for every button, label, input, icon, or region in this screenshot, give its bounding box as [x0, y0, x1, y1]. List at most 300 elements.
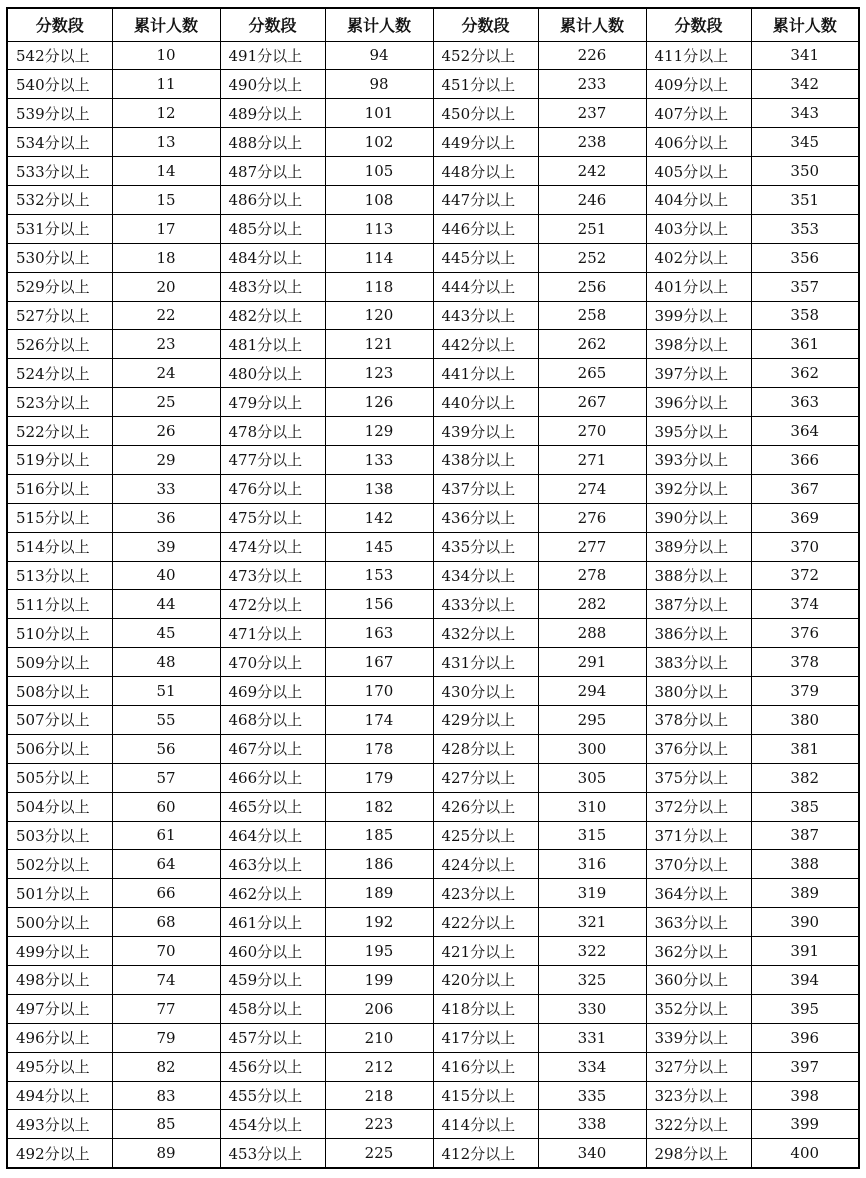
- cumulative-count-cell: 294: [538, 677, 646, 706]
- score-segment-cell: 533分以上: [7, 157, 112, 186]
- cumulative-count-cell: 133: [325, 445, 433, 474]
- score-segment-cell: 515分以上: [7, 503, 112, 532]
- score-segment-cell: 510分以上: [7, 619, 112, 648]
- score-segment-cell: 339分以上: [646, 1023, 751, 1052]
- cumulative-count-cell: 369: [751, 503, 859, 532]
- cumulative-count-cell: 389: [751, 879, 859, 908]
- cumulative-count-cell: 74: [112, 966, 220, 995]
- table-body: [7, 41, 859, 1168]
- score-segment-cell: 492分以上: [7, 1139, 112, 1168]
- table-row: [7, 879, 859, 908]
- cumulative-count-cell: 33: [112, 474, 220, 503]
- cumulative-count-cell: 29: [112, 445, 220, 474]
- table-row: [7, 1052, 859, 1081]
- header-cumulative-count: 累计人数: [538, 8, 646, 41]
- cumulative-count-cell: 186: [325, 850, 433, 879]
- score-segment-cell: 509分以上: [7, 648, 112, 677]
- table-row: [7, 388, 859, 417]
- cumulative-count-cell: 340: [538, 1139, 646, 1168]
- score-segment-cell: 445分以上: [433, 243, 538, 272]
- table-row: [7, 70, 859, 99]
- score-segment-cell: 431分以上: [433, 648, 538, 677]
- cumulative-count-cell: 79: [112, 1023, 220, 1052]
- cumulative-count-cell: 391: [751, 937, 859, 966]
- score-segment-cell: 467分以上: [220, 734, 325, 763]
- cumulative-count-cell: 60: [112, 792, 220, 821]
- table-row: [7, 243, 859, 272]
- score-distribution-table: [6, 7, 860, 1169]
- cumulative-count-cell: 399: [751, 1110, 859, 1139]
- score-segment-cell: 352分以上: [646, 994, 751, 1023]
- cumulative-count-cell: 265: [538, 359, 646, 388]
- score-segment-cell: 395分以上: [646, 417, 751, 446]
- score-segment-cell: 480分以上: [220, 359, 325, 388]
- score-segment-cell: 409分以上: [646, 70, 751, 99]
- cumulative-count-cell: 156: [325, 590, 433, 619]
- score-segment-cell: 403分以上: [646, 214, 751, 243]
- score-segment-cell: 519分以上: [7, 445, 112, 474]
- cumulative-count-cell: 56: [112, 734, 220, 763]
- score-segment-cell: 388分以上: [646, 561, 751, 590]
- score-segment-cell: 458分以上: [220, 994, 325, 1023]
- cumulative-count-cell: 362: [751, 359, 859, 388]
- score-segment-cell: 472分以上: [220, 590, 325, 619]
- score-segment-cell: 486分以上: [220, 185, 325, 214]
- cumulative-count-cell: 26: [112, 417, 220, 446]
- cumulative-count-cell: 238: [538, 128, 646, 157]
- cumulative-count-cell: 342: [751, 70, 859, 99]
- table-row: [7, 937, 859, 966]
- table-row: [7, 792, 859, 821]
- cumulative-count-cell: 278: [538, 561, 646, 590]
- score-segment-cell: 427分以上: [433, 763, 538, 792]
- score-segment-cell: 508分以上: [7, 677, 112, 706]
- cumulative-count-cell: 57: [112, 763, 220, 792]
- cumulative-count-cell: 195: [325, 937, 433, 966]
- score-segment-cell: 513分以上: [7, 561, 112, 590]
- cumulative-count-cell: 363: [751, 388, 859, 417]
- score-segment-cell: 532分以上: [7, 185, 112, 214]
- score-segment-cell: 418分以上: [433, 994, 538, 1023]
- score-segment-cell: 471分以上: [220, 619, 325, 648]
- cumulative-count-cell: 64: [112, 850, 220, 879]
- score-segment-cell: 457分以上: [220, 1023, 325, 1052]
- score-segment-cell: 473分以上: [220, 561, 325, 590]
- cumulative-count-cell: 206: [325, 994, 433, 1023]
- cumulative-count-cell: 379: [751, 677, 859, 706]
- header-cumulative-count: 累计人数: [112, 8, 220, 41]
- score-segment-cell: 371分以上: [646, 821, 751, 850]
- score-segment-cell: 322分以上: [646, 1110, 751, 1139]
- table-header: [7, 8, 859, 41]
- cumulative-count-cell: 36: [112, 503, 220, 532]
- score-segment-cell: 370分以上: [646, 850, 751, 879]
- cumulative-count-cell: 40: [112, 561, 220, 590]
- score-segment-cell: 469分以上: [220, 677, 325, 706]
- cumulative-count-cell: 14: [112, 157, 220, 186]
- score-segment-cell: 389分以上: [646, 532, 751, 561]
- cumulative-count-cell: 142: [325, 503, 433, 532]
- cumulative-count-cell: 61: [112, 821, 220, 850]
- cumulative-count-cell: 351: [751, 185, 859, 214]
- cumulative-count-cell: 114: [325, 243, 433, 272]
- cumulative-count-cell: 233: [538, 70, 646, 99]
- score-segment-cell: 481分以上: [220, 330, 325, 359]
- score-segment-cell: 443分以上: [433, 301, 538, 330]
- table-row: [7, 1139, 859, 1168]
- score-segment-cell: 438分以上: [433, 445, 538, 474]
- score-segment-cell: 540分以上: [7, 70, 112, 99]
- score-segment-cell: 415分以上: [433, 1081, 538, 1110]
- score-segment-cell: 433分以上: [433, 590, 538, 619]
- score-segment-cell: 474分以上: [220, 532, 325, 561]
- score-segment-cell: 529分以上: [7, 272, 112, 301]
- table-row: [7, 705, 859, 734]
- cumulative-count-cell: 390: [751, 908, 859, 937]
- score-segment-cell: 417分以上: [433, 1023, 538, 1052]
- cumulative-count-cell: 123: [325, 359, 433, 388]
- cumulative-count-cell: 343: [751, 99, 859, 128]
- cumulative-count-cell: 341: [751, 41, 859, 70]
- score-segment-cell: 386分以上: [646, 619, 751, 648]
- score-segment-cell: 464分以上: [220, 821, 325, 850]
- score-segment-cell: 454分以上: [220, 1110, 325, 1139]
- table-row: [7, 590, 859, 619]
- cumulative-count-cell: 192: [325, 908, 433, 937]
- score-segment-cell: 501分以上: [7, 879, 112, 908]
- cumulative-count-cell: 331: [538, 1023, 646, 1052]
- score-segment-cell: 502分以上: [7, 850, 112, 879]
- score-segment-cell: 360分以上: [646, 966, 751, 995]
- cumulative-count-cell: 89: [112, 1139, 220, 1168]
- cumulative-count-cell: 385: [751, 792, 859, 821]
- cumulative-count-cell: 105: [325, 157, 433, 186]
- score-segment-cell: 485分以上: [220, 214, 325, 243]
- score-segment-cell: 516分以上: [7, 474, 112, 503]
- score-segment-cell: 364分以上: [646, 879, 751, 908]
- cumulative-count-cell: 282: [538, 590, 646, 619]
- score-segment-cell: 323分以上: [646, 1081, 751, 1110]
- cumulative-count-cell: 98: [325, 70, 433, 99]
- cumulative-count-cell: 170: [325, 677, 433, 706]
- score-segment-cell: 421分以上: [433, 937, 538, 966]
- score-segment-cell: 390分以上: [646, 503, 751, 532]
- score-segment-cell: 489分以上: [220, 99, 325, 128]
- cumulative-count-cell: 15: [112, 185, 220, 214]
- score-segment-cell: 441分以上: [433, 359, 538, 388]
- cumulative-count-cell: 288: [538, 619, 646, 648]
- table-row: [7, 272, 859, 301]
- cumulative-count-cell: 356: [751, 243, 859, 272]
- cumulative-count-cell: 335: [538, 1081, 646, 1110]
- cumulative-count-cell: 237: [538, 99, 646, 128]
- cumulative-count-cell: 305: [538, 763, 646, 792]
- score-segment-cell: 539分以上: [7, 99, 112, 128]
- cumulative-count-cell: 364: [751, 417, 859, 446]
- header-score-segment: 分数段: [220, 8, 325, 41]
- cumulative-count-cell: 77: [112, 994, 220, 1023]
- score-segment-cell: 462分以上: [220, 879, 325, 908]
- cumulative-count-cell: 212: [325, 1052, 433, 1081]
- score-segment-cell: 487分以上: [220, 157, 325, 186]
- cumulative-count-cell: 276: [538, 503, 646, 532]
- cumulative-count-cell: 113: [325, 214, 433, 243]
- cumulative-count-cell: 44: [112, 590, 220, 619]
- table-row: [7, 763, 859, 792]
- score-segment-cell: 439分以上: [433, 417, 538, 446]
- score-segment-cell: 465分以上: [220, 792, 325, 821]
- cumulative-count-cell: 271: [538, 445, 646, 474]
- table-row: [7, 561, 859, 590]
- score-segment-cell: 412分以上: [433, 1139, 538, 1168]
- score-segment-cell: 432分以上: [433, 619, 538, 648]
- cumulative-count-cell: 395: [751, 994, 859, 1023]
- cumulative-count-cell: 246: [538, 185, 646, 214]
- score-segment-cell: 488分以上: [220, 128, 325, 157]
- score-segment-cell: 422分以上: [433, 908, 538, 937]
- cumulative-count-cell: 66: [112, 879, 220, 908]
- cumulative-count-cell: 378: [751, 648, 859, 677]
- table-row: [7, 619, 859, 648]
- cumulative-count-cell: 277: [538, 532, 646, 561]
- cumulative-count-cell: 179: [325, 763, 433, 792]
- score-segment-cell: 503分以上: [7, 821, 112, 850]
- cumulative-count-cell: 358: [751, 301, 859, 330]
- cumulative-count-cell: 11: [112, 70, 220, 99]
- cumulative-count-cell: 338: [538, 1110, 646, 1139]
- cumulative-count-cell: 252: [538, 243, 646, 272]
- cumulative-count-cell: 178: [325, 734, 433, 763]
- cumulative-count-cell: 51: [112, 677, 220, 706]
- score-segment-cell: 470分以上: [220, 648, 325, 677]
- score-segment-cell: 448分以上: [433, 157, 538, 186]
- score-segment-cell: 461分以上: [220, 908, 325, 937]
- cumulative-count-cell: 48: [112, 648, 220, 677]
- score-segment-cell: 327分以上: [646, 1052, 751, 1081]
- score-segment-cell: 491分以上: [220, 41, 325, 70]
- cumulative-count-cell: 367: [751, 474, 859, 503]
- cumulative-count-cell: 39: [112, 532, 220, 561]
- score-segment-cell: 380分以上: [646, 677, 751, 706]
- cumulative-count-cell: 12: [112, 99, 220, 128]
- table-row: [7, 128, 859, 157]
- score-segment-cell: 506分以上: [7, 734, 112, 763]
- cumulative-count-cell: 167: [325, 648, 433, 677]
- score-segment-cell: 498分以上: [7, 966, 112, 995]
- cumulative-count-cell: 223: [325, 1110, 433, 1139]
- table-row: [7, 41, 859, 70]
- table-row: [7, 1023, 859, 1052]
- cumulative-count-cell: 68: [112, 908, 220, 937]
- cumulative-count-cell: 366: [751, 445, 859, 474]
- table-row: [7, 994, 859, 1023]
- cumulative-count-cell: 102: [325, 128, 433, 157]
- score-segment-cell: 398分以上: [646, 330, 751, 359]
- score-segment-cell: 451分以上: [433, 70, 538, 99]
- score-segment-cell: 455分以上: [220, 1081, 325, 1110]
- cumulative-count-cell: 316: [538, 850, 646, 879]
- cumulative-count-cell: 242: [538, 157, 646, 186]
- cumulative-count-cell: 380: [751, 705, 859, 734]
- score-segment-cell: 477分以上: [220, 445, 325, 474]
- score-segment-cell: 447分以上: [433, 185, 538, 214]
- score-segment-cell: 524分以上: [7, 359, 112, 388]
- cumulative-count-cell: 398: [751, 1081, 859, 1110]
- cumulative-count-cell: 274: [538, 474, 646, 503]
- score-segment-cell: 483分以上: [220, 272, 325, 301]
- cumulative-count-cell: 225: [325, 1139, 433, 1168]
- score-segment-cell: 392分以上: [646, 474, 751, 503]
- cumulative-count-cell: 353: [751, 214, 859, 243]
- cumulative-count-cell: 25: [112, 388, 220, 417]
- cumulative-count-cell: 321: [538, 908, 646, 937]
- cumulative-count-cell: 295: [538, 705, 646, 734]
- score-segment-cell: 456分以上: [220, 1052, 325, 1081]
- cumulative-count-cell: 322: [538, 937, 646, 966]
- cumulative-count-cell: 120: [325, 301, 433, 330]
- score-segment-cell: 511分以上: [7, 590, 112, 619]
- score-segment-cell: 399分以上: [646, 301, 751, 330]
- cumulative-count-cell: 258: [538, 301, 646, 330]
- cumulative-count-cell: 129: [325, 417, 433, 446]
- score-segment-cell: 396分以上: [646, 388, 751, 417]
- score-segment-cell: 436分以上: [433, 503, 538, 532]
- score-segment-cell: 378分以上: [646, 705, 751, 734]
- score-segment-cell: 499分以上: [7, 937, 112, 966]
- score-segment-cell: 393分以上: [646, 445, 751, 474]
- score-segment-cell: 493分以上: [7, 1110, 112, 1139]
- score-segment-cell: 401分以上: [646, 272, 751, 301]
- cumulative-count-cell: 226: [538, 41, 646, 70]
- table-row: [7, 359, 859, 388]
- score-segment-cell: 372分以上: [646, 792, 751, 821]
- cumulative-count-cell: 18: [112, 243, 220, 272]
- cumulative-count-cell: 121: [325, 330, 433, 359]
- score-segment-cell: 496分以上: [7, 1023, 112, 1052]
- table-row: [7, 417, 859, 446]
- cumulative-count-cell: 55: [112, 705, 220, 734]
- score-segment-cell: 424分以上: [433, 850, 538, 879]
- table-row: [7, 821, 859, 850]
- score-segment-cell: 397分以上: [646, 359, 751, 388]
- cumulative-count-cell: 330: [538, 994, 646, 1023]
- cumulative-count-cell: 45: [112, 619, 220, 648]
- cumulative-count-cell: 145: [325, 532, 433, 561]
- table-row: [7, 1110, 859, 1139]
- cumulative-count-cell: 315: [538, 821, 646, 850]
- header-cumulative-count: 累计人数: [751, 8, 859, 41]
- score-segment-cell: 534分以上: [7, 128, 112, 157]
- cumulative-count-cell: 382: [751, 763, 859, 792]
- cumulative-count-cell: 101: [325, 99, 433, 128]
- score-segment-cell: 466分以上: [220, 763, 325, 792]
- score-segment-cell: 426分以上: [433, 792, 538, 821]
- cumulative-count-cell: 210: [325, 1023, 433, 1052]
- cumulative-count-cell: 118: [325, 272, 433, 301]
- cumulative-count-cell: 394: [751, 966, 859, 995]
- score-segment-cell: 460分以上: [220, 937, 325, 966]
- table-row: [7, 157, 859, 186]
- score-segment-cell: 531分以上: [7, 214, 112, 243]
- score-segment-cell: 298分以上: [646, 1139, 751, 1168]
- cumulative-count-cell: 163: [325, 619, 433, 648]
- score-segment-cell: 420分以上: [433, 966, 538, 995]
- score-segment-cell: 362分以上: [646, 937, 751, 966]
- score-segment-cell: 407分以上: [646, 99, 751, 128]
- score-segment-cell: 514分以上: [7, 532, 112, 561]
- cumulative-count-cell: 138: [325, 474, 433, 503]
- score-segment-cell: 484分以上: [220, 243, 325, 272]
- score-segment-cell: 523分以上: [7, 388, 112, 417]
- score-segment-cell: 530分以上: [7, 243, 112, 272]
- cumulative-count-cell: 174: [325, 705, 433, 734]
- header-cumulative-count: 累计人数: [325, 8, 433, 41]
- cumulative-count-cell: 256: [538, 272, 646, 301]
- score-segment-cell: 463分以上: [220, 850, 325, 879]
- score-segment-cell: 482分以上: [220, 301, 325, 330]
- cumulative-count-cell: 182: [325, 792, 433, 821]
- score-segment-cell: 475分以上: [220, 503, 325, 532]
- cumulative-count-cell: 267: [538, 388, 646, 417]
- score-segment-cell: 490分以上: [220, 70, 325, 99]
- score-segment-cell: 522分以上: [7, 417, 112, 446]
- score-segment-cell: 468分以上: [220, 705, 325, 734]
- score-segment-cell: 437分以上: [433, 474, 538, 503]
- cumulative-count-cell: 319: [538, 879, 646, 908]
- table-row: [7, 503, 859, 532]
- score-segment-cell: 504分以上: [7, 792, 112, 821]
- header-row: [7, 8, 859, 41]
- cumulative-count-cell: 345: [751, 128, 859, 157]
- score-segment-cell: 411分以上: [646, 41, 751, 70]
- cumulative-count-cell: 381: [751, 734, 859, 763]
- cumulative-count-cell: 189: [325, 879, 433, 908]
- score-segment-cell: 442分以上: [433, 330, 538, 359]
- cumulative-count-cell: 374: [751, 590, 859, 619]
- table-row: [7, 648, 859, 677]
- score-segment-cell: 434分以上: [433, 561, 538, 590]
- score-segment-cell: 406分以上: [646, 128, 751, 157]
- table-row: [7, 99, 859, 128]
- cumulative-count-cell: 310: [538, 792, 646, 821]
- cumulative-count-cell: 108: [325, 185, 433, 214]
- score-segment-cell: 452分以上: [433, 41, 538, 70]
- header-score-segment: 分数段: [7, 8, 112, 41]
- score-segment-cell: 449分以上: [433, 128, 538, 157]
- cumulative-count-cell: 94: [325, 41, 433, 70]
- cumulative-count-cell: 10: [112, 41, 220, 70]
- cumulative-count-cell: 185: [325, 821, 433, 850]
- score-segment-cell: 375分以上: [646, 763, 751, 792]
- cumulative-count-cell: 83: [112, 1081, 220, 1110]
- cumulative-count-cell: 370: [751, 532, 859, 561]
- score-segment-cell: 494分以上: [7, 1081, 112, 1110]
- score-segment-cell: 404分以上: [646, 185, 751, 214]
- cumulative-count-cell: 82: [112, 1052, 220, 1081]
- score-segment-cell: 423分以上: [433, 879, 538, 908]
- table-row: [7, 532, 859, 561]
- cumulative-count-cell: 85: [112, 1110, 220, 1139]
- score-segment-cell: 526分以上: [7, 330, 112, 359]
- score-segment-cell: 428分以上: [433, 734, 538, 763]
- cumulative-count-cell: 13: [112, 128, 220, 157]
- score-segment-cell: 414分以上: [433, 1110, 538, 1139]
- cumulative-count-cell: 262: [538, 330, 646, 359]
- header-score-segment: 分数段: [646, 8, 751, 41]
- cumulative-count-cell: 397: [751, 1052, 859, 1081]
- cumulative-count-cell: 20: [112, 272, 220, 301]
- cumulative-count-cell: 218: [325, 1081, 433, 1110]
